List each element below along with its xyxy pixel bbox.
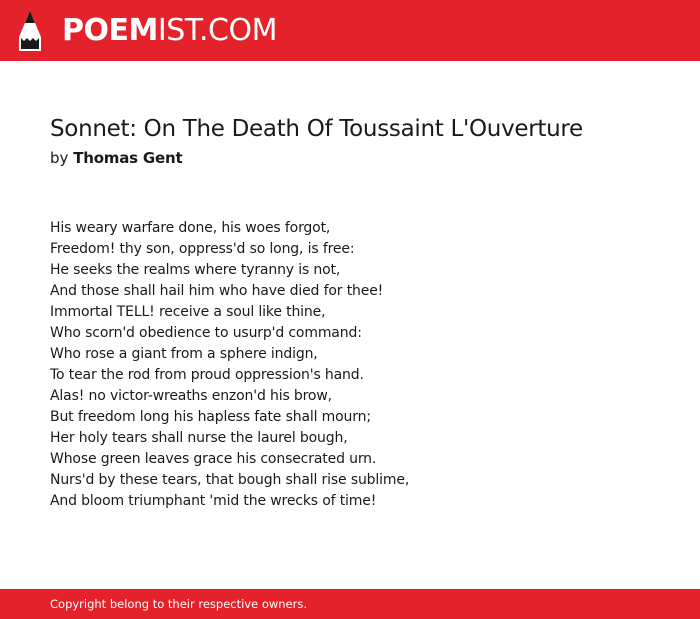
pencil-tip-icon[interactable]	[18, 10, 42, 52]
byline	[50, 149, 182, 167]
poem-line: His weary warfare done, his woes forgot,	[50, 220, 331, 236]
poem-line: And bloom triumphant 'mid the wrecks of time!	[50, 493, 377, 509]
site-logo[interactable]	[62, 12, 277, 50]
logo-light-text: IST.COM	[157, 13, 277, 48]
poem-title: Sonnet: On The Death Of Toussaint L'Ouverture	[50, 116, 583, 142]
poem-line: Who scorn'd obedience to usurp'd command:	[50, 325, 362, 341]
by-label: by	[50, 149, 69, 167]
poem-line: He seeks the realms where tyranny is not,	[50, 262, 341, 278]
logo-bold-text: POEM	[62, 13, 158, 48]
site-footer	[0, 589, 700, 619]
poem-line: But freedom long his hapless fate shall mourn;	[50, 409, 371, 425]
poem-line: Alas! no victor-wreaths enzon'd his brow,	[50, 388, 332, 404]
poem-body	[50, 218, 409, 512]
poem-line: Whose green leaves grace his consecrated urn.	[50, 451, 377, 467]
author-name: Thomas Gent	[73, 149, 183, 167]
site-header	[0, 0, 700, 61]
copyright-notice: Copyright belong to their respective owners.	[50, 597, 308, 611]
poem-line: And those shall hail him who have died for thee!	[50, 283, 384, 299]
poem-line: To tear the rod from proud oppression's hand.	[50, 367, 364, 383]
poem-line: Who rose a giant from a sphere indign,	[50, 346, 318, 362]
poem-line: Freedom! thy son, oppress'd so long, is free:	[50, 241, 355, 257]
poem-line: Her holy tears shall nurse the laurel bough,	[50, 430, 348, 446]
poem-line: Immortal TELL! receive a soul like thine,	[50, 304, 326, 320]
poem-line: Nurs'd by these tears, that bough shall rise sublime,	[50, 472, 410, 488]
